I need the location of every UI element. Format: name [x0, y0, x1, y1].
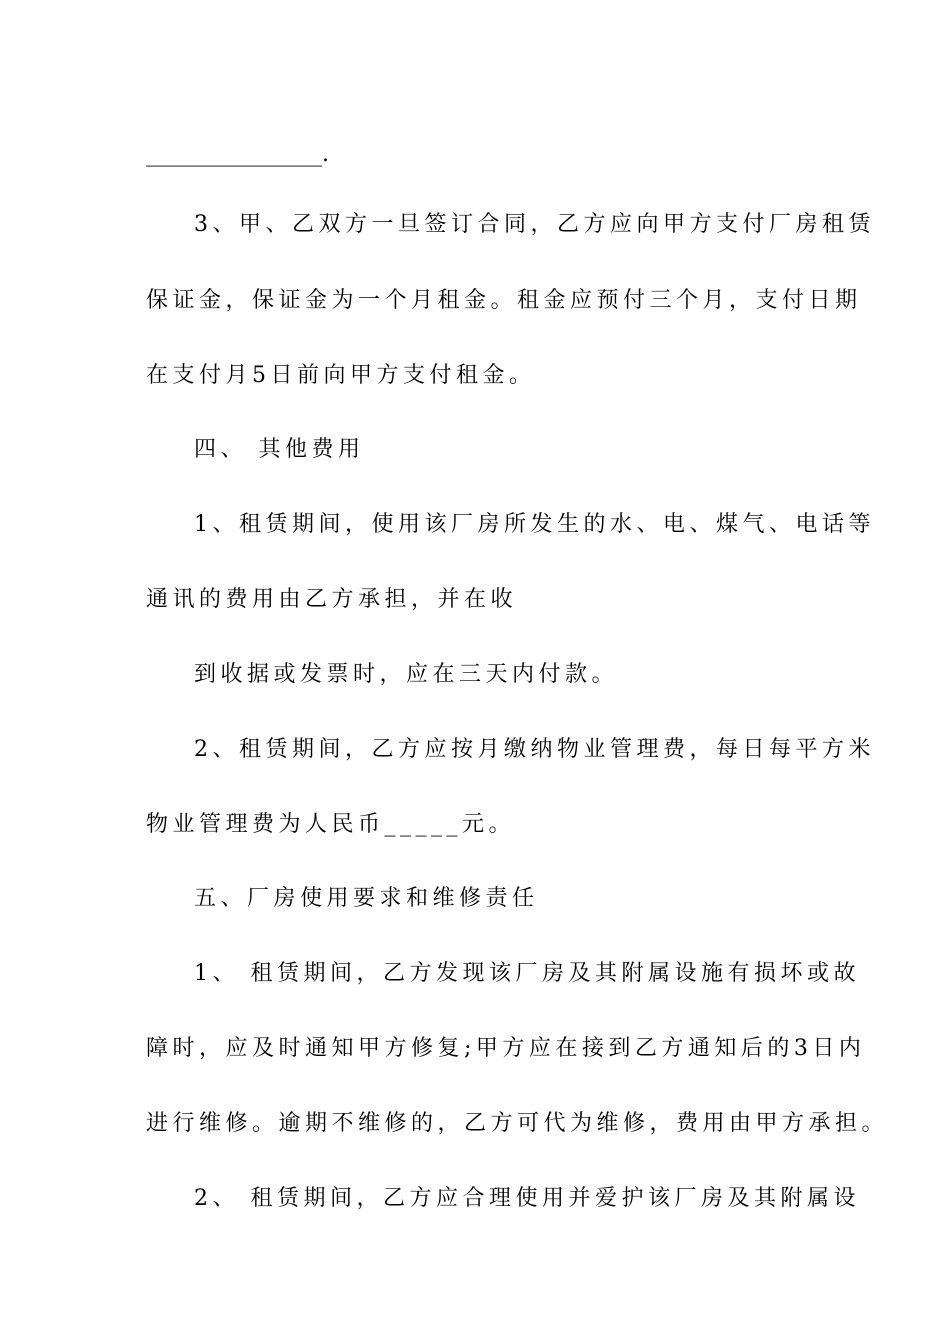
section-5-item-2-line-1: 2、 租赁期间，乙方应合理使用并爱护该厂房及其附属设 — [194, 1186, 860, 1211]
clause-3-line-3: 在支付月5日前向甲方支付租金。 — [146, 363, 536, 388]
blank-fill-line: ________________. — [146, 142, 329, 167]
section-4-item-1-line-3: 到收据或发票时，应在三天内付款。 — [194, 662, 619, 687]
clause-3-line-1: 3、甲、乙双方一旦签订合同，乙方应向甲方支付厂房租赁 — [194, 212, 875, 237]
section-4-item-1-line-1: 1、租赁期间，使用该厂房所发生的水、电、煤气、电话等 — [194, 512, 875, 537]
section-4-item-2-line-1: 2、租赁期间，乙方应按月缴纳物业管理费，每日每平方米 — [194, 737, 875, 762]
section-4-item-2-line-2: 物业管理费为人民币_____元。 — [146, 812, 516, 837]
section-4-heading: 四、 其他费用 — [194, 437, 365, 462]
clause-3-line-2: 保证金，保证金为一个月租金。租金应预付三个月，支付日期 — [146, 288, 862, 313]
section-5-item-1-line-1: 1、 租赁期间，乙方发现该厂房及其附属设施有损坏或故 — [194, 961, 860, 986]
section-4-item-1-line-2: 通讯的费用由乙方承担，并在收 — [146, 587, 518, 612]
section-5-heading: 五、厂房使用要求和维修责任 — [194, 886, 539, 911]
section-5-item-1-line-3: 进行维修。逾期不维修的，乙方可代为维修，费用由甲方承担。 — [146, 1111, 889, 1136]
section-5-item-1-line-2: 障时，应及时通知甲方修复;甲方应在接到乙方通知后的3日内 — [146, 1036, 866, 1061]
